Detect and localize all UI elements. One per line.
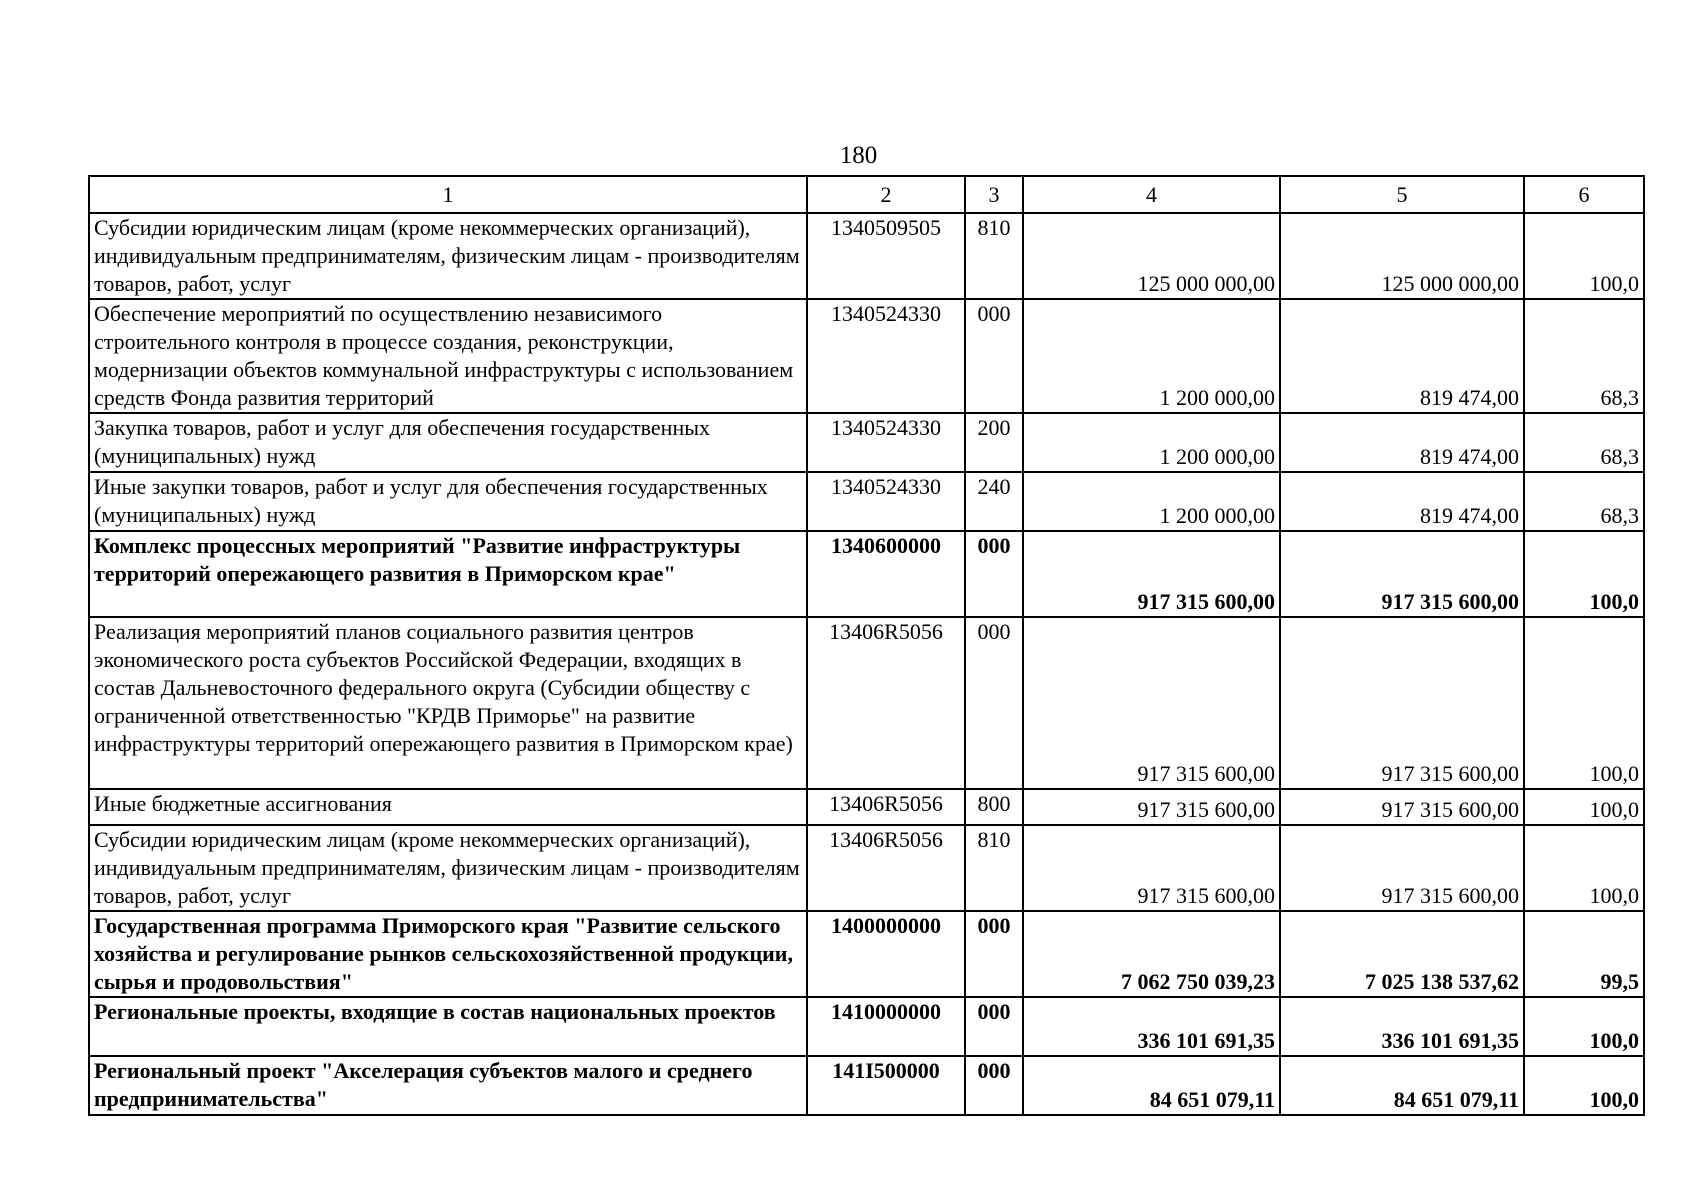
row-kind: 240 bbox=[965, 472, 1023, 531]
column-header: 5 bbox=[1280, 176, 1524, 213]
row-percent: 100,0 bbox=[1524, 997, 1644, 1056]
row-plan: 917 315 600,00 bbox=[1023, 825, 1280, 911]
table-row bbox=[89, 825, 1644, 911]
row-kind: 000 bbox=[965, 1056, 1023, 1115]
row-kind: 000 bbox=[965, 911, 1023, 997]
row-code: 13406R5056 bbox=[807, 617, 965, 789]
row-code: 1400000000 bbox=[807, 911, 965, 997]
row-kind: 800 bbox=[965, 789, 1023, 825]
row-fact: 917 315 600,00 bbox=[1280, 825, 1524, 911]
row-fact: 7 025 138 537,62 bbox=[1280, 911, 1524, 997]
column-header: 1 bbox=[89, 176, 807, 213]
row-fact: 84 651 079,11 bbox=[1280, 1056, 1524, 1115]
row-percent: 68,3 bbox=[1524, 413, 1644, 472]
row-code: 1340600000 bbox=[807, 531, 965, 617]
row-name: Обеспечение мероприятий по осуществлению независимого строительного контроля в процессе создания, реконструкции, модернизации объектов коммунальной инфраструктуры с использованием средств Фонда развития территорий bbox=[89, 299, 807, 413]
table-row bbox=[89, 1056, 1644, 1115]
row-plan: 1 200 000,00 bbox=[1023, 472, 1280, 531]
row-fact: 125 000 000,00 bbox=[1280, 213, 1524, 299]
row-name: Комплекс процессных мероприятий "Развитие инфраструктуры территорий опережающего развития в Приморском крае" bbox=[89, 531, 807, 617]
row-kind: 200 bbox=[965, 413, 1023, 472]
row-kind: 000 bbox=[965, 531, 1023, 617]
row-percent: 68,3 bbox=[1524, 472, 1644, 531]
row-percent: 100,0 bbox=[1524, 531, 1644, 617]
row-name: Реализация мероприятий планов социального развития центров экономического роста субъектов Российской Федерации, входящих в состав Дальневосточного федерального округа (Субсидии обществу с ограниченной ответственностью "КРДВ Приморье" на развитие инфраструктуры территорий опережающего развития в Приморском крае) bbox=[89, 617, 807, 789]
column-header: 3 bbox=[965, 176, 1023, 213]
row-fact: 917 315 600,00 bbox=[1280, 617, 1524, 789]
row-percent: 100,0 bbox=[1524, 213, 1644, 299]
row-fact: 336 101 691,35 bbox=[1280, 997, 1524, 1056]
row-plan: 917 315 600,00 bbox=[1023, 617, 1280, 789]
row-code: 1340524330 bbox=[807, 413, 965, 472]
table-row bbox=[89, 911, 1644, 997]
row-percent: 100,0 bbox=[1524, 1056, 1644, 1115]
row-plan: 7 062 750 039,23 bbox=[1023, 911, 1280, 997]
column-header: 4 bbox=[1023, 176, 1280, 213]
table-row bbox=[89, 997, 1644, 1056]
table-row bbox=[89, 413, 1644, 472]
row-code: 1410000000 bbox=[807, 997, 965, 1056]
table-header-row bbox=[89, 176, 1644, 213]
row-name: Иные бюджетные ассигнования bbox=[89, 789, 807, 825]
row-kind: 000 bbox=[965, 997, 1023, 1056]
row-fact: 819 474,00 bbox=[1280, 299, 1524, 413]
column-header: 6 bbox=[1524, 176, 1644, 213]
page-number: 180 bbox=[839, 142, 878, 169]
row-plan: 84 651 079,11 bbox=[1023, 1056, 1280, 1115]
table-row bbox=[89, 617, 1644, 789]
budget-table bbox=[88, 175, 1645, 1116]
row-name: Государственная программа Приморского края "Развитие сельского хозяйства и регулирование рынков сельскохозяйственной продукции, сырья и продовольствия" bbox=[89, 911, 807, 997]
row-kind: 000 bbox=[965, 617, 1023, 789]
row-plan: 125 000 000,00 bbox=[1023, 213, 1280, 299]
table-row bbox=[89, 472, 1644, 531]
table-row bbox=[89, 789, 1644, 825]
row-name: Региональный проект "Акселерация субъектов малого и среднего предпринимательства" bbox=[89, 1056, 807, 1115]
row-code: 1340524330 bbox=[807, 472, 965, 531]
row-fact: 917 315 600,00 bbox=[1280, 531, 1524, 617]
table-row bbox=[89, 299, 1644, 413]
row-plan: 1 200 000,00 bbox=[1023, 413, 1280, 472]
row-name: Региональные проекты, входящие в состав национальных проектов bbox=[89, 997, 807, 1056]
row-code: 1340509505 bbox=[807, 213, 965, 299]
row-code: 141I500000 bbox=[807, 1056, 965, 1115]
row-fact: 819 474,00 bbox=[1280, 413, 1524, 472]
column-header: 2 bbox=[807, 176, 965, 213]
row-plan: 336 101 691,35 bbox=[1023, 997, 1280, 1056]
row-percent: 68,3 bbox=[1524, 299, 1644, 413]
row-percent: 99,5 bbox=[1524, 911, 1644, 997]
row-code: 13406R5056 bbox=[807, 825, 965, 911]
table-row bbox=[89, 531, 1644, 617]
row-plan: 917 315 600,00 bbox=[1023, 789, 1280, 825]
row-plan: 917 315 600,00 bbox=[1023, 531, 1280, 617]
row-percent: 100,0 bbox=[1524, 789, 1644, 825]
row-plan: 1 200 000,00 bbox=[1023, 299, 1280, 413]
row-kind: 000 bbox=[965, 299, 1023, 413]
row-kind: 810 bbox=[965, 825, 1023, 911]
row-kind: 810 bbox=[965, 213, 1023, 299]
table-row bbox=[89, 213, 1644, 299]
row-fact: 819 474,00 bbox=[1280, 472, 1524, 531]
row-percent: 100,0 bbox=[1524, 617, 1644, 789]
row-name: Субсидии юридическим лицам (кроме некоммерческих организаций), индивидуальным предпринимателям, физическим лицам - производителям товаров, работ, услуг bbox=[89, 825, 807, 911]
row-code: 1340524330 bbox=[807, 299, 965, 413]
row-name: Иные закупки товаров, работ и услуг для обеспечения государственных (муниципальных) нужд bbox=[89, 472, 807, 531]
row-name: Субсидии юридическим лицам (кроме некоммерческих организаций), индивидуальным предпринимателям, физическим лицам - производителям товаров, работ, услуг bbox=[89, 213, 807, 299]
row-fact: 917 315 600,00 bbox=[1280, 789, 1524, 825]
row-code: 13406R5056 bbox=[807, 789, 965, 825]
row-name: Закупка товаров, работ и услуг для обеспечения государственных (муниципальных) нужд bbox=[89, 413, 807, 472]
row-percent: 100,0 bbox=[1524, 825, 1644, 911]
